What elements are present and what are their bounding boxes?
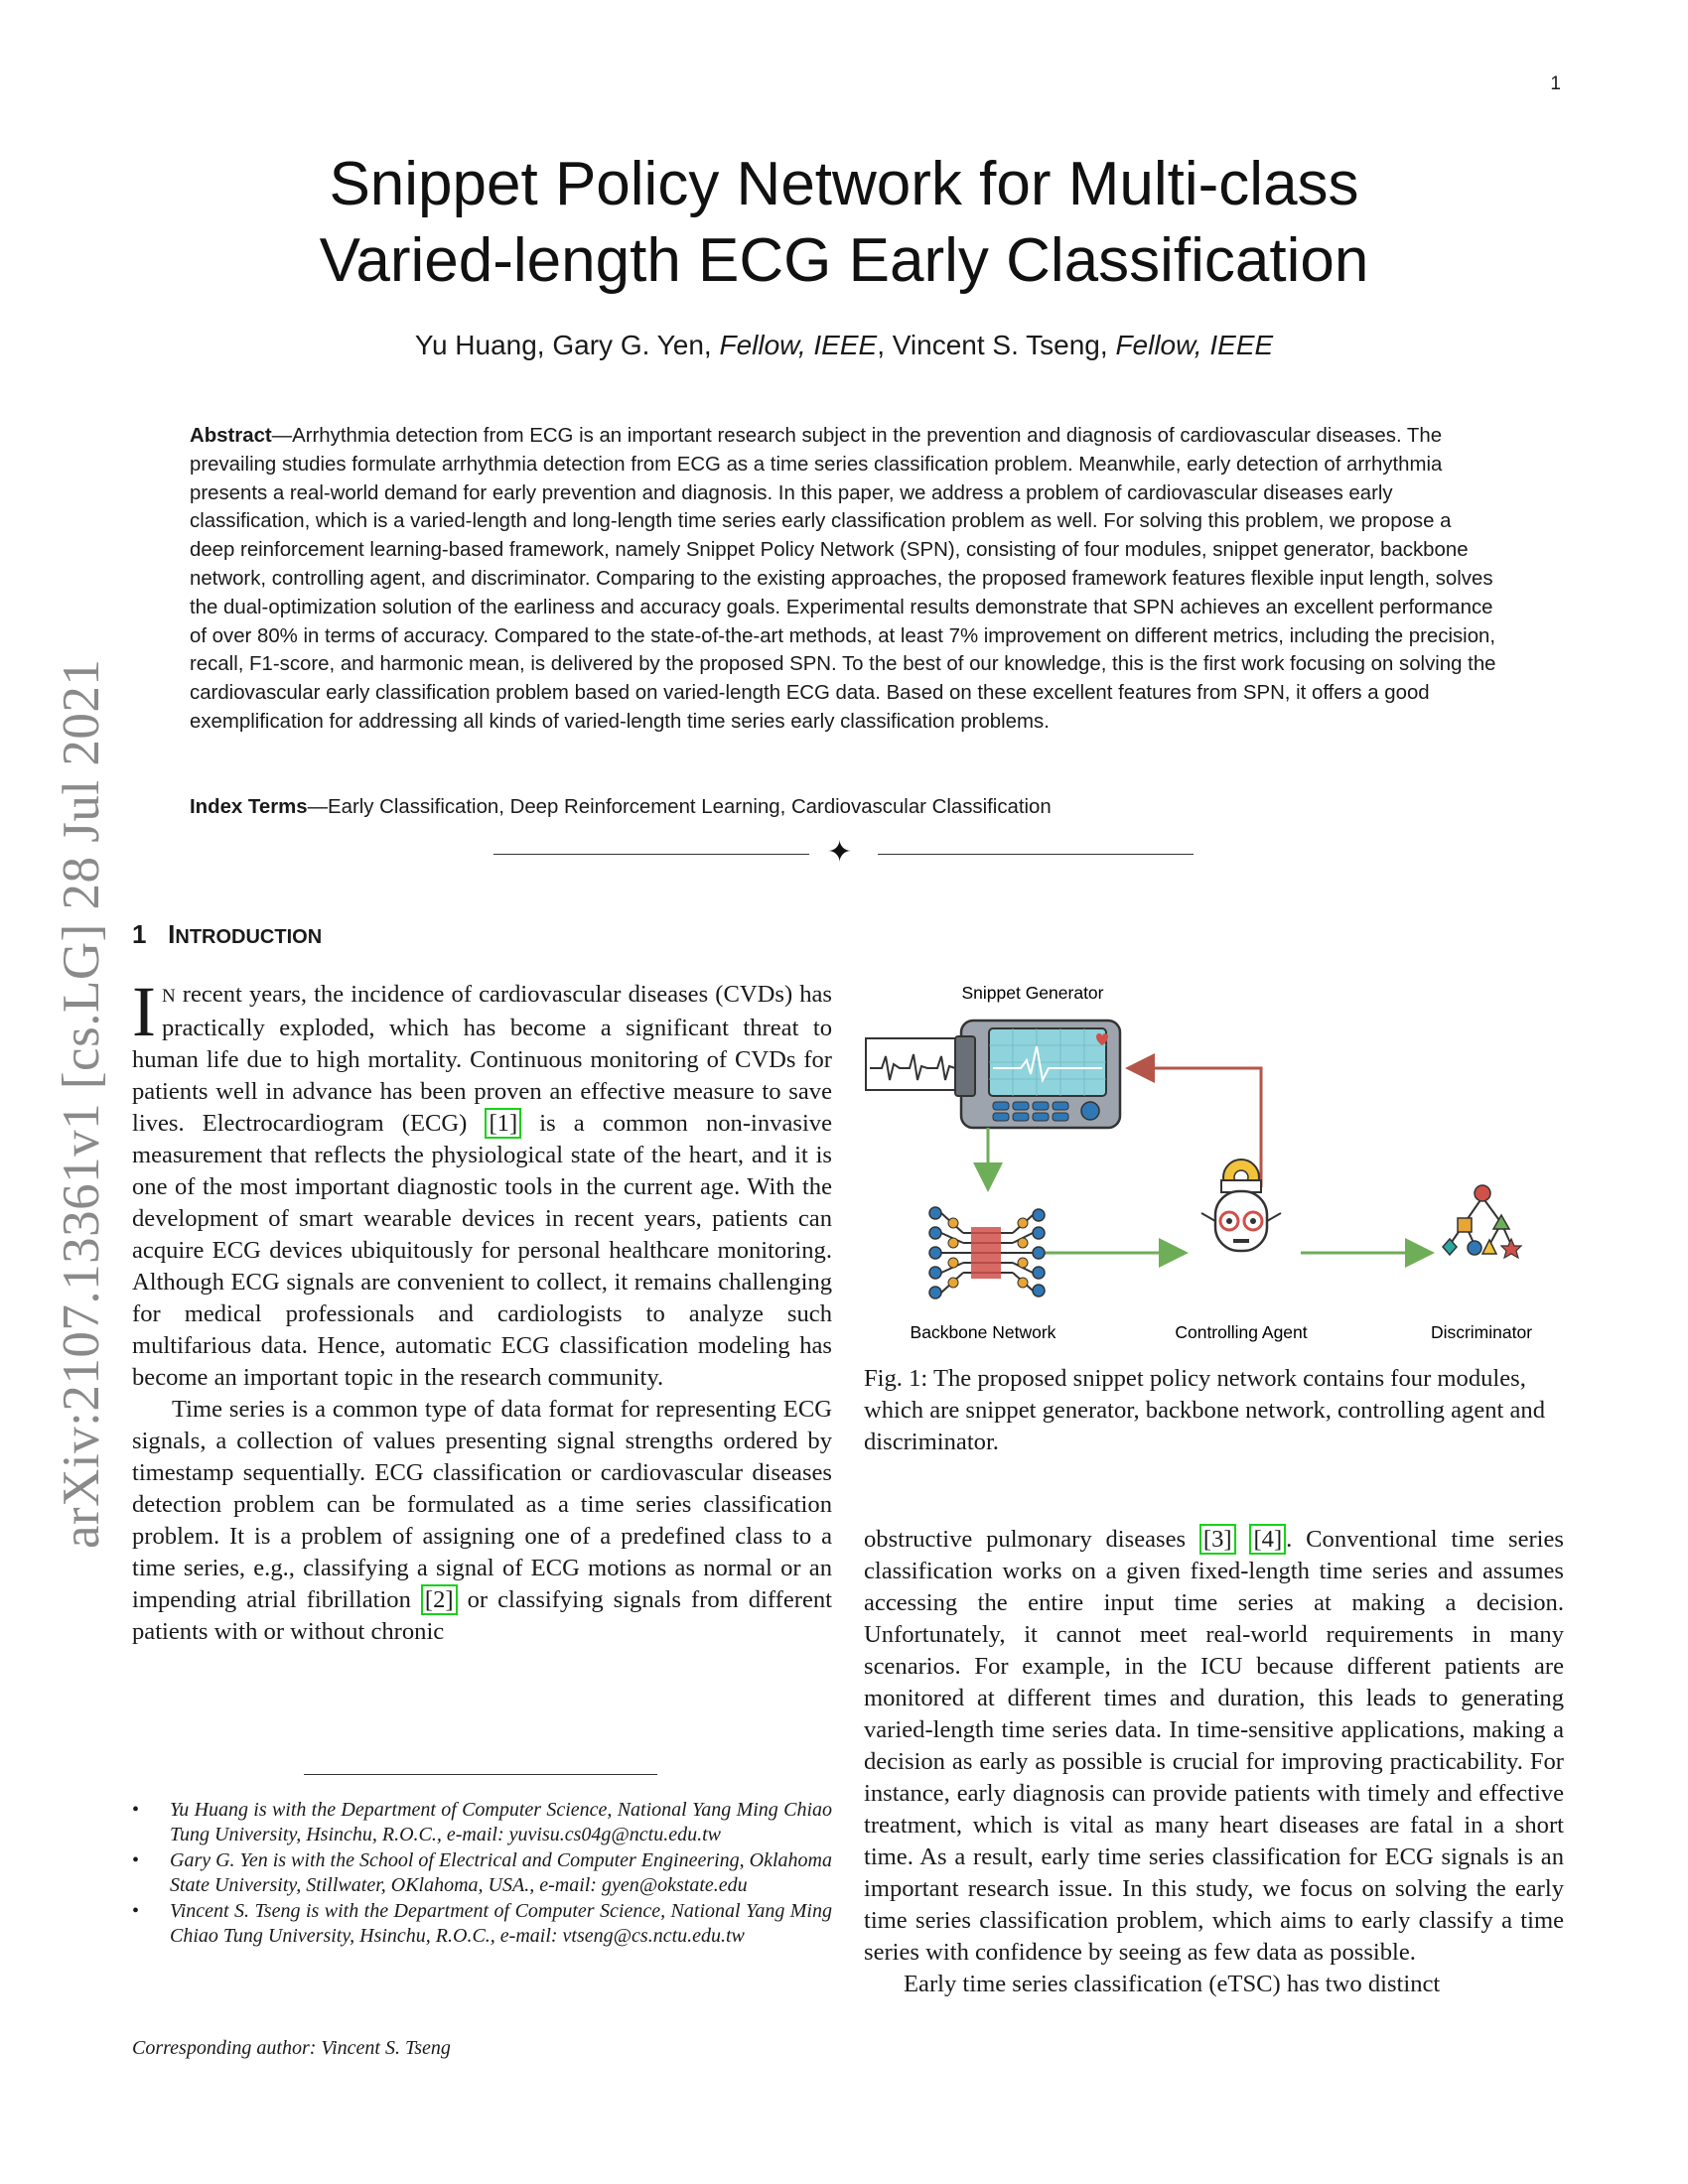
figure-caption: Fig. 1: The proposed snippet policy network contains four modules, which are snippet generator, backbone network, controlling agent and discriminator. [864, 1365, 1546, 1455]
intro-text-1a: recent years, the incidence of cardiovascular diseases (CVDs) has practically exploded, which has become a significant threat to human life due to high mortality. Continuous monitoring of CVDs for patients well in advance has been proven an effective measure to save lives. Electrocardiogram (ECG) [132, 981, 832, 1137]
label-snippet-generator: Snippet Generator [961, 983, 1104, 1003]
intro-paragraph-1 [132, 972, 832, 1394]
paper-title [0, 146, 1688, 299]
right-space [1236, 1526, 1250, 1553]
citation-link-3[interactable]: [3] [1199, 1524, 1236, 1555]
author-list [0, 330, 1688, 361]
citation-link-1[interactable]: [1] [485, 1108, 521, 1139]
author-fellow-1: Fellow, IEEE [719, 330, 878, 360]
corresponding-author: Corresponding author: Vincent S. Tseng [132, 2037, 451, 2059]
arxiv-stamp: arXiv:2107.13361v1 [cs.LG] 28 Jul 2021 [53, 658, 110, 1549]
separator-right [878, 854, 1194, 855]
title-line-1: Snippet Policy Network for Multi-class [329, 150, 1359, 218]
author-names-2: , Vincent S. Tseng, [877, 330, 1116, 360]
section-number: 1 [132, 919, 147, 949]
section-title-initial: I [168, 919, 176, 949]
footnotes [132, 1798, 832, 1951]
bullet-icon: • [132, 1900, 140, 1923]
right-text-1b: . Conventional time series classification works on a given fixed-length time series and assumes accessing the entire input time series at making a decision. Unfortunately, it cannot meet real-world requirements in many scenarios. For example, in the ICU because different patients are monitored at different times and duration, this leads to generating varied-length time series data. In time-sensitive applications, making a decision as early as possible is crucial for improving practicability. For instance, early diagnosis can provide patients with timely and effective treatment, which is vital as many heart diseases are fatal in a short time. As a result, early time series classification for ECG signals is an important research issue. In this study, we focus on solving the early time series classification problem, which aims to early classify a time series with confidence by seeing as few data as possible. [864, 1526, 1565, 1966]
section-heading [132, 919, 322, 950]
figure-1-diagram [864, 977, 1564, 1354]
label-discriminator: Discriminator [1430, 1322, 1533, 1342]
separator-left [493, 854, 809, 855]
footnote-text: Vincent S. Tseng is with the Department of Computer Science, National Yang Ming Chiao Tung University, Hsinchu, R.O.C., e-mail: vtseng@cs.nctu.edu.tw [170, 1900, 832, 1947]
right-paragraph-2: Early time series classification (eTSC) has two distinct [904, 1971, 1441, 1997]
author-names-1: Yu Huang, Gary G. Yen, [414, 330, 720, 360]
footnote-item [132, 1848, 832, 1897]
decision-tree-icon [1443, 1185, 1521, 1258]
footnote-text: Gary G. Yen is with the School of Electrical and Computer Engineering, Oklahoma State University, Stillwater, OKlahoma, USA., e-mail: gyen@okstate.edu [170, 1849, 832, 1896]
citation-link-4[interactable]: [4] [1249, 1524, 1286, 1555]
index-terms [190, 796, 1052, 819]
abstract [190, 422, 1500, 737]
page-number: 1 [1550, 73, 1561, 94]
intro-right-column [864, 1524, 1564, 2000]
footnote-rule [304, 1774, 657, 1775]
author-fellow-2: Fellow, IEEE [1115, 330, 1274, 360]
ecg-device-icon [866, 1021, 1120, 1128]
robot-agent-icon [1201, 1160, 1281, 1251]
label-controlling-agent: Controlling Agent [1175, 1322, 1308, 1342]
intro-left-column [132, 972, 832, 1648]
bullet-icon: • [132, 1849, 140, 1872]
index-terms-label: Index Terms [190, 796, 308, 818]
abstract-text: —Arrhythmia detection from ECG is an important research subject in the prevention and diagnosis of cardiovascular diseases. The prevailing studies formulate arrhythmia detection from ECG as a time series classification problem. Meanwhile, early detection of arrhythmia presents a real-world demand for early prevention and diagnosis. In this paper, we address a problem of cardiovascular diseases early classification, which is a varied-length and long-length time series early classification problem as well. For solving this problem, we propose a deep reinforcement learning-based framework, namely Snippet Policy Network (SPN), consisting of four modules, snippet generator, backbone network, controlling agent, and discriminator. Comparing to the existing approaches, the proposed framework features flexible input length, solves the dual-optimization solution of the earliness and accuracy goals. Experimental results demonstrate that SPN achieves an excellent performance of over 80% in terms of accuracy. Compared to the state-of-the-art methods, at least 7% improvement on different metrics, including the precision, recall, F1-score, and harmonic mean, is delivered by the proposed SPN. To the best of our knowledge, this is the first work focusing on solving the cardiovascular early classification problem based on varied-length ECG data. Based on these excellent features from SPN, it offers a good exemplification for addressing all kinds of varied-length time series early classification problems. [190, 425, 1496, 733]
footnote-item [132, 1899, 832, 1948]
citation-link-2[interactable]: [2] [421, 1584, 458, 1615]
intro-text-1b: is a common non-invasive measurement that reflects the physiological state of the heart, and it is one of the most important diagnostic tools in the current age. With the development of smart wearable devices in recent years, patients can acquire ECG devices ubiquitously for personal healthcare monitoring. Although ECG signals are convenient to collect, it remains challenging for medical professionals and cardiologists to analyze such multifarious data. Hence, automatic ECG classification modeling has become an important topic in the research community. [132, 1110, 832, 1391]
footnote-text: Yu Huang is with the Department of Computer Science, National Yang Ming Chiao Tung University, Hsinchu, R.O.C., e-mail: yuvisu.cs04g@nctu.edu.tw [170, 1799, 832, 1845]
abstract-label: Abstract [190, 425, 272, 447]
index-terms-text: —Early Classification, Deep Reinforcement Learning, Cardiovascular Classification [307, 796, 1052, 818]
intro-smallcaps: N [161, 986, 176, 1007]
right-paragraph-1 [864, 1524, 1564, 1969]
dropcap-letter: I [132, 972, 156, 1051]
title-line-2: Varied-length ECG Early Classification [319, 226, 1369, 295]
neural-network-icon [929, 1207, 1045, 1298]
bullet-icon: • [132, 1799, 140, 1821]
separator-star-icon: ✦ [827, 836, 853, 869]
section-title-rest: NTRODUCTION [175, 926, 323, 948]
label-backbone-network: Backbone Network [910, 1322, 1056, 1342]
right-text-1a: obstructive pulmonary diseases [864, 1526, 1199, 1553]
intro-paragraph-2 [132, 1394, 832, 1648]
intro-text-2b: or classifying signals from different patients with or without chronic [132, 1586, 832, 1645]
footnote-item [132, 1798, 832, 1846]
intro-text-2a: Time series is a common type of data format for representing ECG signals, a collection of values presenting signal strengths ordered by timestamp sequentially. ECG classification or cardiovascular diseases detection problem can be formulated as a time series classification problem. It is a problem of assigning one of a predefined class to a time series, e.g., classifying a signal of ECG motions as normal or an impending atrial fibrillation [132, 1396, 832, 1613]
